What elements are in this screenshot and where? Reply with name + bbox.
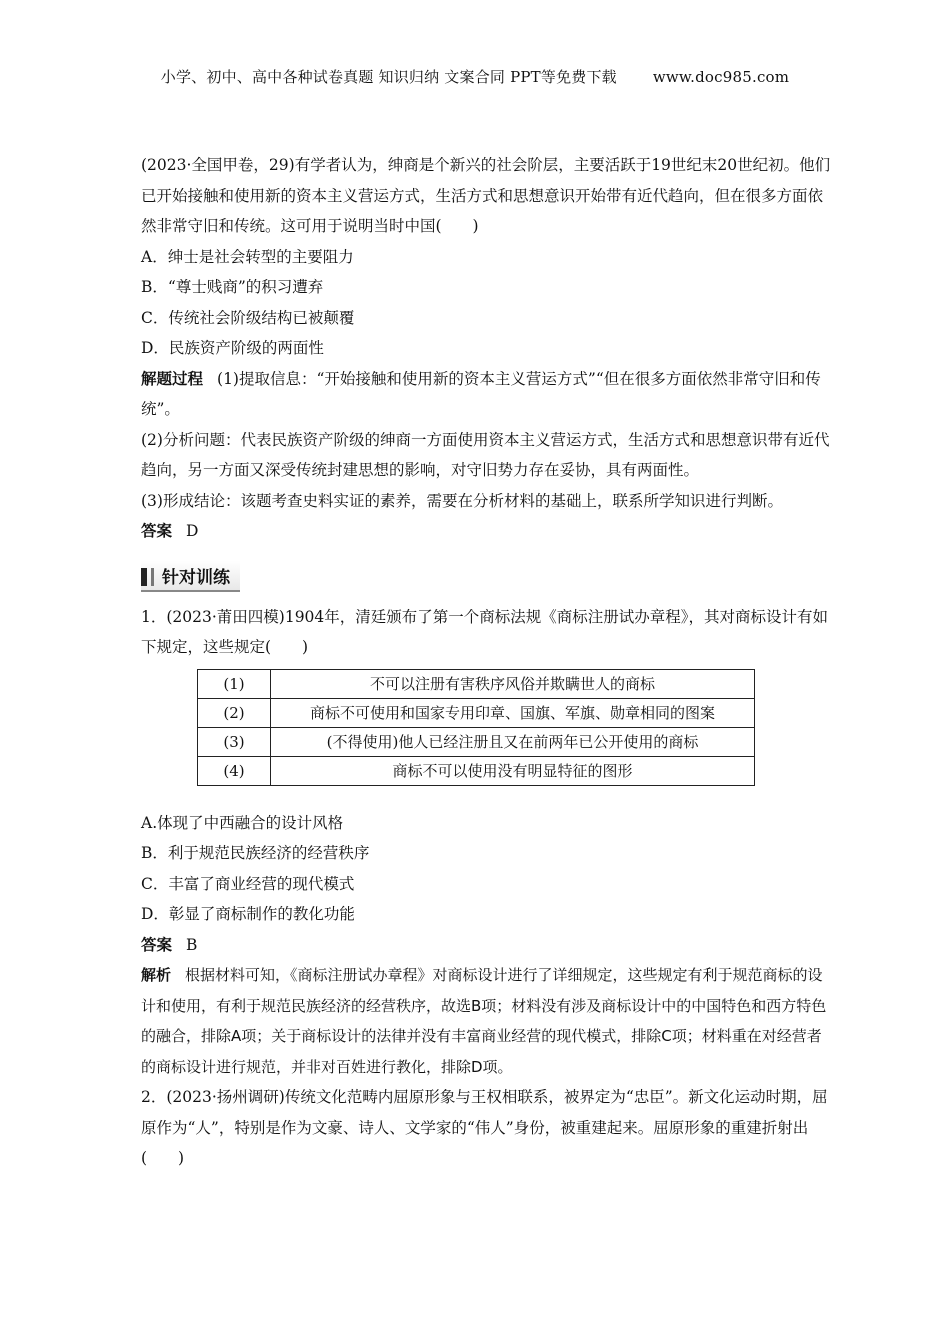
- q1-analysis: [141, 960, 831, 1082]
- answer-label: 答案: [141, 521, 173, 540]
- solution-label: 解题过程: [141, 368, 204, 388]
- table-row: [198, 756, 755, 785]
- solution-step-2: (2)分析问题：代表民族资产阶级的绅商一方面使用资本主义营运方式，生活方式和思想意识带有近代趋向，另一方面又深受传统封建思想的影响，对守旧势力存在妥协，具有两面性。: [141, 430, 830, 479]
- table-row: [198, 669, 755, 698]
- q1-option-b: B．利于规范民族经济的经营秩序: [141, 844, 370, 862]
- question-1-stem: 1．(2023·莆田四模)1904年，清廷颁布了第一个商标法规《商标注册试办章程》，其对商标设计有如下规定，这些规定( ): [141, 607, 829, 656]
- example-answer: [141, 516, 831, 547]
- q1-option-c: C．丰富了商业经营的现代模式: [141, 874, 355, 893]
- header-text: 小学、初中、高中各种试卷真题 知识归纳 文案合同 PPT等免费下载: [160, 68, 617, 86]
- section-bar-icon-thin: [151, 568, 154, 586]
- solution-step-3: (3)形成结论：该题考查史料实证的素养，需要在分析材料的基础上，联系所学知识进行判断。: [141, 491, 783, 510]
- table-cell-text: 商标不可以使用没有明显特征的图形: [271, 756, 755, 785]
- page-content: [141, 150, 831, 1174]
- table-row: [198, 698, 755, 727]
- example-option-d: D．民族资产阶级的两面性: [141, 339, 324, 357]
- table-cell-num: (1): [198, 669, 271, 698]
- example-question-stem: (2023·全国甲卷，29)有学者认为，绅商是个新兴的社会阶层，主要活跃于19世纪末20世纪初。他们已开始接触和使用新的资本主义营运方式，生活方式和思想意识开始带有近代趋向，但在很多方面依然非常守旧和传统。这可用于说明当时中国( ): [141, 156, 831, 235]
- answer-value: D: [186, 522, 199, 540]
- analysis-text: 根据材料可知，《商标注册试办章程》对商标设计进行了详细规定，这些规定有利于规范商标的设计和使用，有利于规范民族经济的经营秩序，故选B项；材料没有涉及商标设计中的中国特色和西方特色的融合，排除A项；关于商标设计的法律并没有丰富商业经营的现代模式，排除C项；材料重在对经营者的商标设计进行规范，并非对百姓进行教化，排除D项。: [141, 966, 827, 1076]
- section-heading: [141, 561, 240, 592]
- question-2-stem: 2．(2023·扬州调研)传统文化范畴内屈原形象与王权相联系，被界定为“忠臣”。新文化运动时期，屈原作为“人”，特别是作为文豪、诗人、文学家的“伟人”身份，被重建起来。屈原形象的重建折射出( ): [141, 1088, 828, 1167]
- answer-value: B: [186, 935, 198, 954]
- page-header: [0, 66, 950, 87]
- table-cell-num: (2): [198, 698, 271, 727]
- table-row: [198, 727, 755, 756]
- trademark-rules-table: [197, 669, 755, 786]
- table-cell-text: 不可以注册有害秩序风俗并欺瞒世人的商标: [271, 669, 755, 698]
- table-cell-num: (4): [198, 756, 271, 785]
- example-option-b: B．“尊士贱商”的积习遭弃: [141, 278, 324, 296]
- q1-option-a: A.体现了中西融合的设计风格: [141, 813, 344, 832]
- header-site: www.doc985.com: [652, 68, 790, 86]
- example-option-a: A．绅士是社会转型的主要阻力: [141, 247, 354, 266]
- example-option-c: C．传统社会阶级结构已被颠覆: [141, 308, 355, 327]
- section-bar-icon: [141, 568, 147, 586]
- solution-step-1-text: (1)提取信息：“开始接触和使用新的资本主义营运方式”“但在很多方面依然非常守旧和传统”。: [141, 369, 821, 418]
- table-cell-text: 商标不可使用和国家专用印章、国旗、军旗、勋章相同的图案: [271, 698, 755, 727]
- table-cell-num: (3): [198, 727, 271, 756]
- q1-answer: [141, 930, 831, 961]
- q1-option-d: D．彰显了商标制作的教化功能: [141, 905, 355, 923]
- answer-label: 答案: [141, 934, 173, 954]
- section-title: 针对训练: [162, 567, 230, 588]
- solution-step-1: [141, 364, 831, 425]
- analysis-label: 解析: [141, 966, 172, 984]
- table-cell-text: (不得使用)他人已经注册且又在前两年已公开使用的商标: [271, 727, 755, 756]
